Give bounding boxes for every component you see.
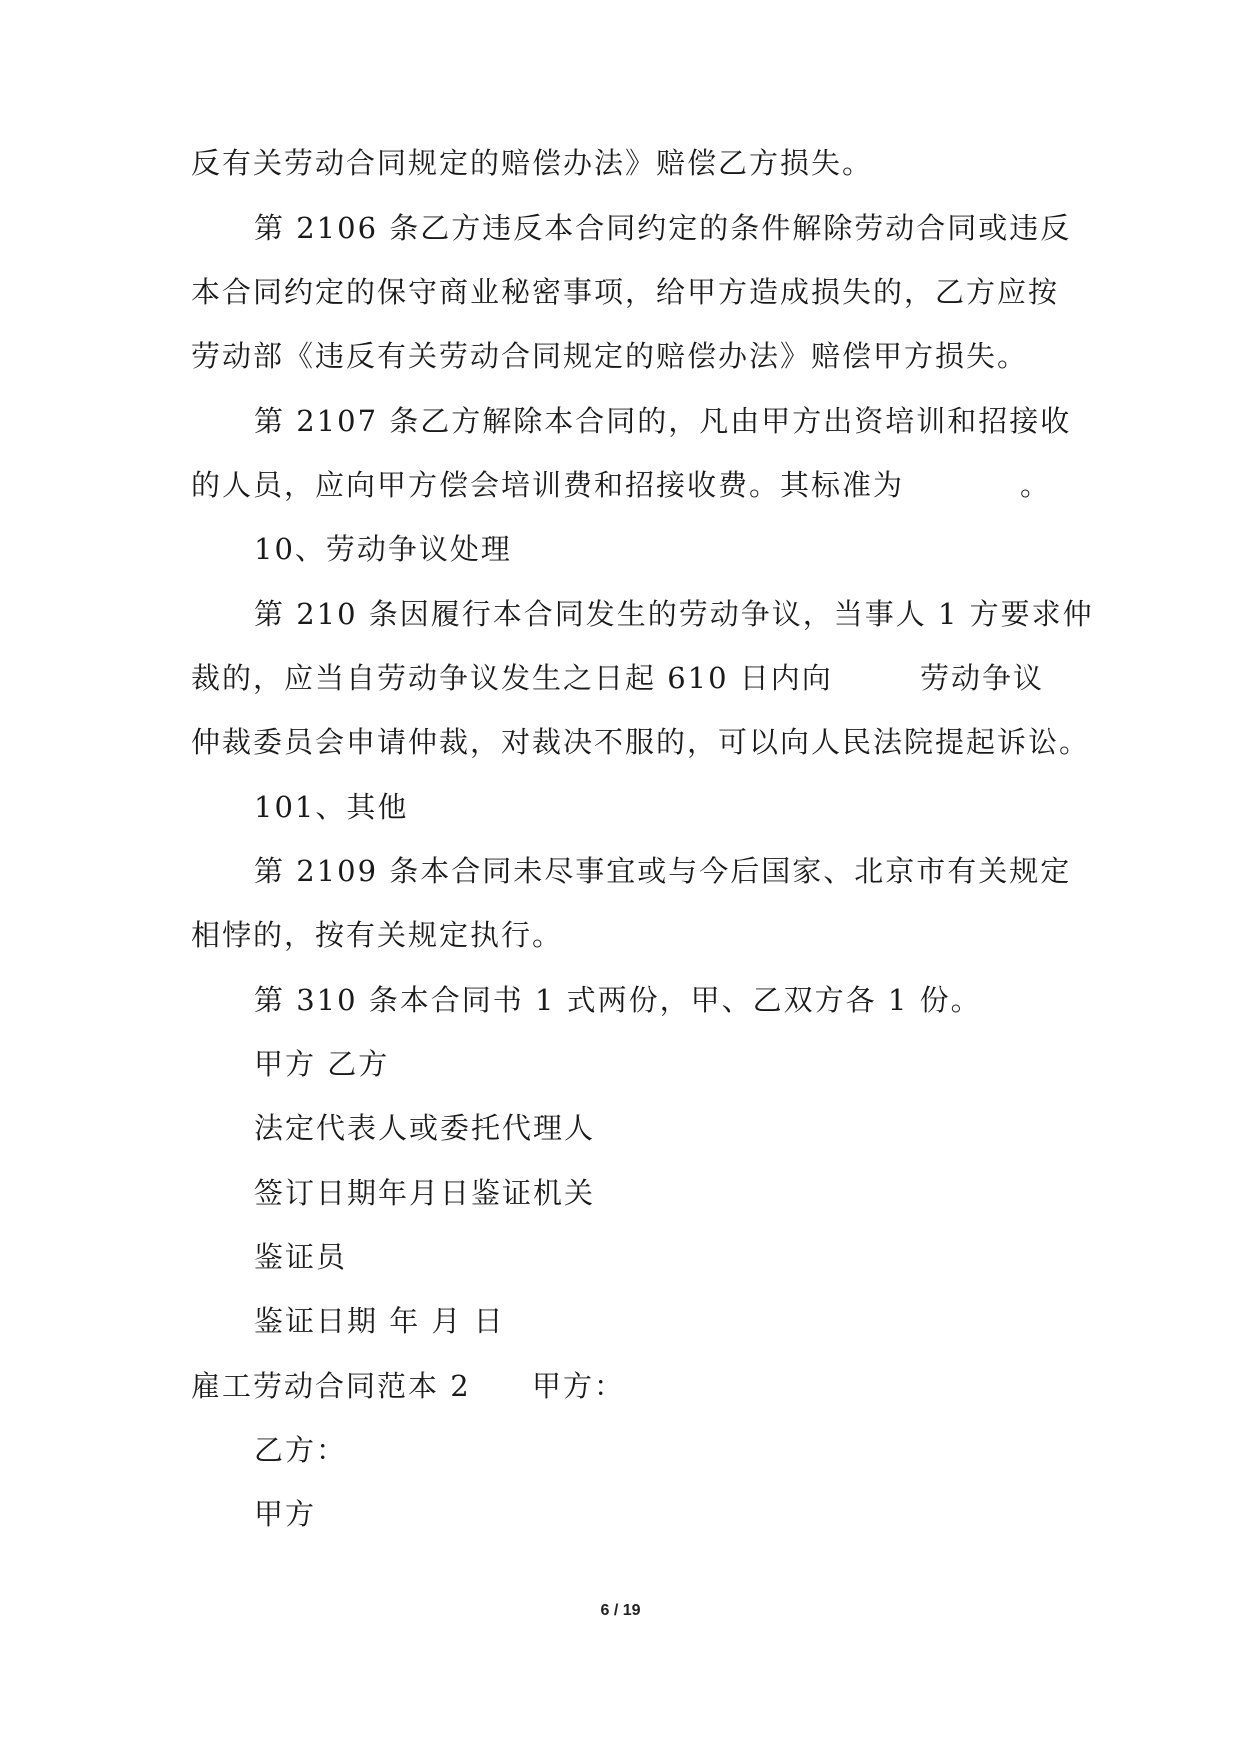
paragraph-line-end: 。 [1020, 468, 1052, 502]
contract-title: 雇工劳动合同范本 2 [191, 1369, 471, 1403]
page-number: 6 / 19 [600, 1602, 641, 1619]
party-a-heading: 甲方 [254, 1497, 317, 1531]
paragraph-line: 反有关劳动合同规定的赔偿办法》赔偿乙方损失。 [191, 146, 874, 180]
paragraph-line: 裁的，应当自劳动争议发生之日起 610 日内向 [191, 661, 833, 695]
signature-date-authority: 签订日期年月日鉴证机关 [254, 1176, 596, 1210]
signature-verifier: 鉴证员 [254, 1240, 348, 1274]
paragraph-line-end: 劳动争议 [920, 661, 1045, 695]
paragraph-line: 第 2107 条乙方解除本合同的，凡由甲方出资培训和招接收 [254, 404, 1072, 438]
signature-verify-date: 鉴证日期 年 月 日 [254, 1304, 505, 1338]
paragraph-line: 仲裁委员会申请仲裁，对裁决不服的，可以向人民法院提起诉讼。 [191, 725, 1091, 759]
paragraph-line: 的人员，应向甲方偿会培训费和招接收费。其标准为 [191, 468, 905, 502]
signature-representative: 法定代表人或委托代理人 [254, 1111, 596, 1145]
paragraph-line: 劳动部《违反有关劳动合同规定的赔偿办法》赔偿甲方损失。 [191, 339, 1029, 373]
section-heading: 101、其他 [254, 790, 409, 824]
party-a-label: 甲方： [532, 1369, 626, 1403]
party-b-label: 乙方： [254, 1433, 348, 1467]
paragraph-line: 本合同约定的保守商业秘密事项，给甲方造成损失的，乙方应按 [191, 275, 1060, 309]
paragraph-line: 第 2106 条乙方违反本合同约定的条件解除劳动合同或违反 [254, 211, 1072, 245]
paragraph-line: 第 210 条因履行本合同发生的劳动争议，当事人 1 方要求仲 [254, 597, 1094, 631]
signature-parties: 甲方 乙方 [254, 1047, 390, 1081]
paragraph-line: 第 2109 条本合同未尽事宜或与今后国家、北京市有关规定 [254, 854, 1072, 888]
paragraph-line: 第 310 条本合同书 1 式两份，甲、乙双方各 1 份。 [254, 983, 982, 1017]
paragraph-line: 相悖的，按有关规定执行。 [191, 918, 564, 952]
section-heading: 10、劳动争议处理 [254, 532, 512, 566]
